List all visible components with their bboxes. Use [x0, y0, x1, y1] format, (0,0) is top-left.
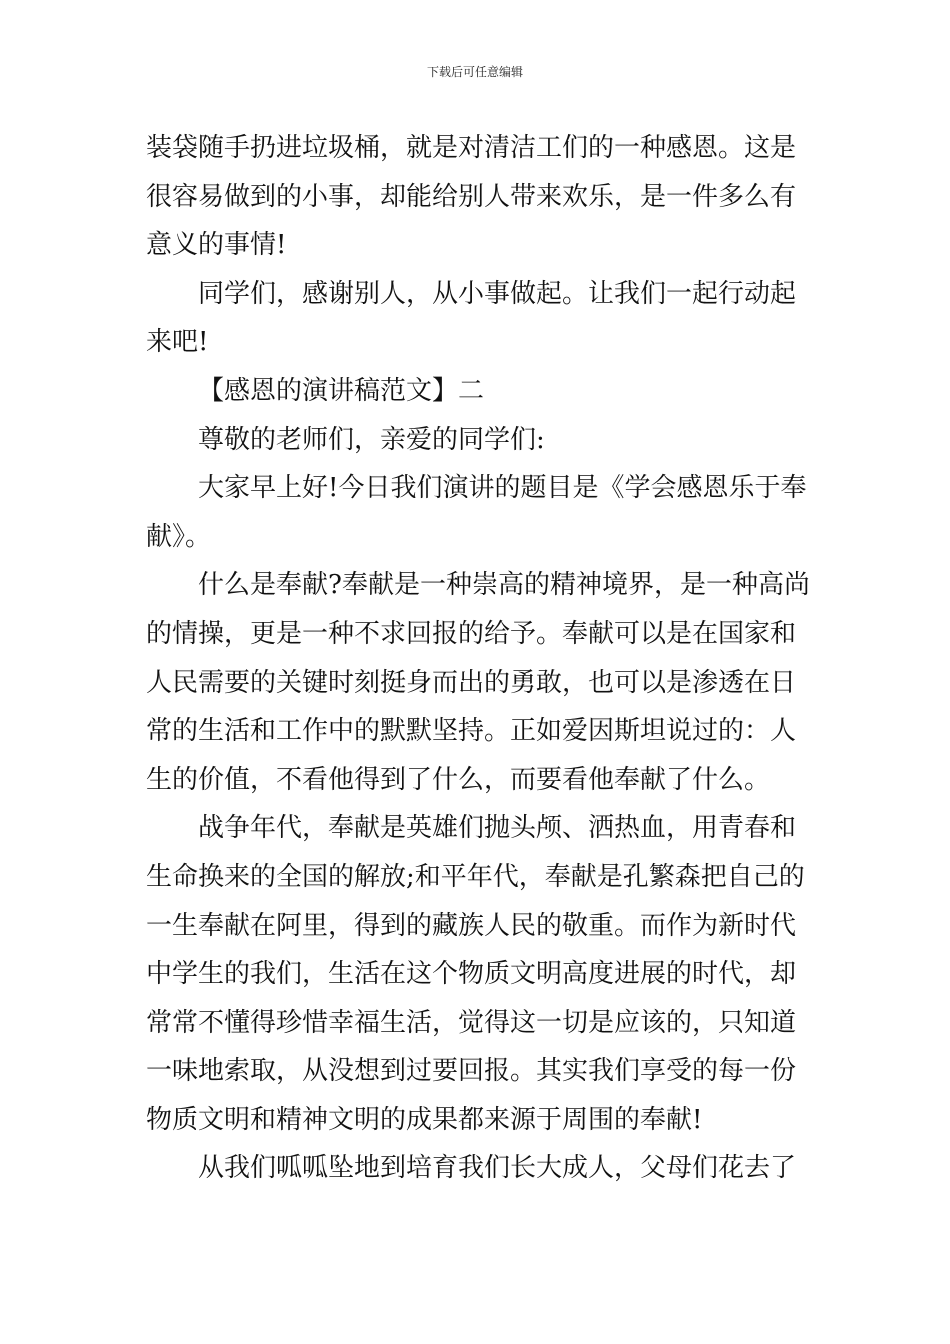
text-line: 战争年代，奉献是英雄们抛头颅、洒热血，用青春和	[198, 813, 797, 844]
text-line: 一味地索取，从没想到过要回报。其实我们享受的每一份	[146, 1056, 797, 1087]
text-line: 【感恩的演讲稿范文】二	[198, 375, 485, 406]
page-header	[0, 64, 950, 80]
header-text: 下载后可任意编辑	[426, 65, 523, 79]
salutation	[146, 416, 810, 465]
text-line: 献》。	[146, 521, 212, 552]
text-line: 物质文明和精神文明的成果都来源于周围的奉献!	[146, 1104, 703, 1135]
paragraph	[146, 1144, 810, 1193]
paragraph	[146, 804, 810, 1144]
text-line: 一生奉献在阿里，得到的藏族人民的敬重。而作为新时代	[146, 910, 797, 941]
text-line: 尊敬的老师们，亲爱的同学们:	[198, 424, 545, 455]
text-line: 意义的事情!	[146, 230, 287, 261]
text-line: 很容易做到的小事，却能给别人带来欢乐，是一件多么有	[146, 181, 797, 212]
text-line: 从我们呱呱坠地到培育我们长大成人，父母们花去了	[198, 1153, 797, 1184]
text-line: 装袋随手扔进垃圾桶，就是对清洁工们的一种感恩。这是	[146, 133, 797, 163]
text-line: 常常不懂得珍惜幸福生活，觉得这一切是应该的，只知道	[146, 1007, 797, 1038]
paragraph	[146, 124, 810, 270]
text-line: 中学生的我们，生活在这个物质文明高度进展的时代，却	[146, 959, 797, 990]
paragraph	[146, 270, 810, 367]
text-line: 人民需要的关键时刻挺身而出的勇敢，也可以是渗透在日	[146, 667, 797, 698]
section-heading	[146, 367, 810, 416]
text-line: 大家早上好!今日我们演讲的题目是《学会感恩乐于奉	[198, 473, 807, 504]
text-line: 生的价值，不看他得到了什么，而要看他奉献了什么。	[146, 764, 771, 795]
text-line: 来吧!	[146, 327, 209, 358]
text-line: 的情操，更是一种不求回报的给予。奉献可以是在国家和	[146, 618, 797, 649]
paragraph	[146, 464, 810, 561]
document-body	[146, 124, 810, 1193]
text-line: 生命换来的全国的解放;和平年代，奉献是孔繁森把自己的	[146, 861, 805, 892]
paragraph	[146, 561, 810, 804]
text-line: 常的生活和工作中的默默坚持。正如爱因斯坦说过的：人	[146, 716, 797, 747]
text-line: 什么是奉献?奉献是一种崇高的精神境界，是一种高尚	[198, 570, 810, 601]
text-line: 同学们，感谢别人，从小事做起。让我们一起行动起	[198, 278, 797, 309]
